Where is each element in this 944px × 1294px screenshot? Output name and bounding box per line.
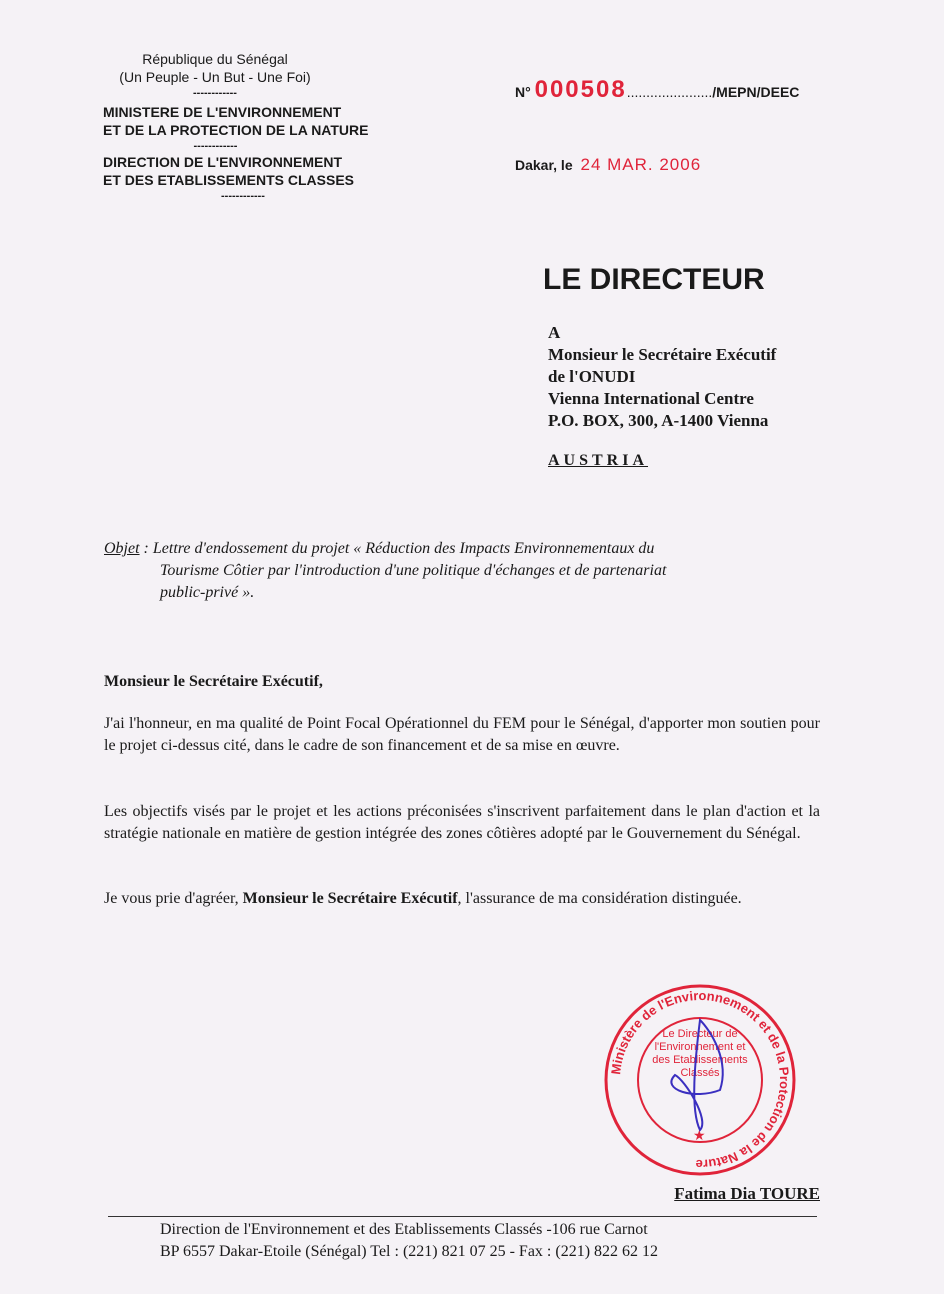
republic-name: République du Sénégal [142, 51, 288, 67]
national-motto: (Un Peuple - Un But - Une Foi) [119, 69, 311, 85]
footer-line: Direction de l'Environnement et des Etablissements Classés -106 rue Carnot [160, 1221, 648, 1238]
date-prefix: Dakar, le [515, 157, 573, 173]
footer-line: BP 6557 Dakar-Etoile (Sénégal) Tel : (221) 821 07 25 - Fax : (221) 822 62 12 [160, 1243, 659, 1260]
subject [104, 538, 666, 604]
separator: ------------ [193, 87, 237, 99]
ministry-heading [103, 103, 383, 203]
official-stamp [600, 980, 800, 1180]
recipient-country: AUSTRIA [548, 452, 649, 469]
subject-text: : Lettre d'endossement du projet « Réduction des Impacts Environnementaux du [139, 540, 655, 557]
salutation: Monsieur le Secrétaire Exécutif, [104, 673, 323, 690]
recipient-line: Monsieur le Secrétaire Exécutif [548, 345, 777, 364]
stamp-inner-text: Le Directeur de l'Environnement et des Etablissements Classés [652, 1028, 748, 1079]
body-paragraph: J'ai l'honneur, en ma qualité de Point Focal Opérationnel du FEM pour le Sénégal, d'apporter mon soutien pour le projet ci-dessus cité, dans le cadre de son financement et de sa mise en œuvre. [104, 715, 820, 754]
recipient-to: A [548, 323, 561, 342]
ministry-line: ET DE LA PROTECTION DE LA NATURE [103, 122, 369, 138]
subject-text: Tourisme Côtier par l'introduction d'une politique d'échanges et de partenariat [160, 562, 667, 579]
date-line [515, 155, 701, 175]
closing-text: , l'assurance de ma considération distinguée. [457, 890, 742, 907]
closing-paragraph [104, 888, 820, 910]
signatory-name: Fatima Dia TOURE [674, 1184, 820, 1203]
footer-divider [108, 1216, 817, 1217]
direction-line: ET DES ETABLISSEMENTS CLASSES [103, 172, 354, 188]
separator: ------------ [193, 140, 238, 152]
recipient-line: Vienna International Centre [548, 389, 754, 408]
ministry-line: MINISTERE DE L'ENVIRONNEMENT [103, 104, 342, 120]
recipient-line: de l'ONUDI [548, 367, 636, 386]
reference-number [515, 76, 799, 104]
separator: ------------ [221, 190, 265, 202]
subject-text: public-privé ». [160, 584, 255, 601]
recipient-address [548, 322, 776, 432]
subject-label: Objet [104, 540, 140, 557]
ref-number-stamp: 000508 [534, 76, 627, 103]
star-icon: ★ [693, 1129, 706, 1144]
date-stamp: 24 MAR. 2006 [580, 155, 702, 174]
stamp-outer-text: Ministère de l'Environnement et de la Protection de la Nature [608, 987, 793, 1173]
closing-bold: Monsieur le Secrétaire Exécutif [242, 890, 458, 907]
recipient-line: P.O. BOX, 300, A-1400 Vienna [548, 411, 769, 430]
sender-title: LE DIRECTEUR [543, 263, 765, 296]
ref-suffix: /MEPN/DEEC [712, 84, 800, 100]
republic-heading [90, 50, 340, 100]
direction-line: DIRECTION DE L'ENVIRONNEMENT [103, 154, 343, 170]
ref-dots: ...................... [626, 84, 713, 100]
ref-prefix: N° [515, 84, 531, 100]
closing-text: Je vous prie d'agréer, [104, 890, 243, 907]
body-paragraph: Les objectifs visés par le projet et les actions préconisées s'inscrivent parfaitement dans le plan d'action et la stratégie nationale en matière de gestion intégrée des zones côtières adopté par le Gouvernement du Sénégal. [104, 803, 820, 842]
